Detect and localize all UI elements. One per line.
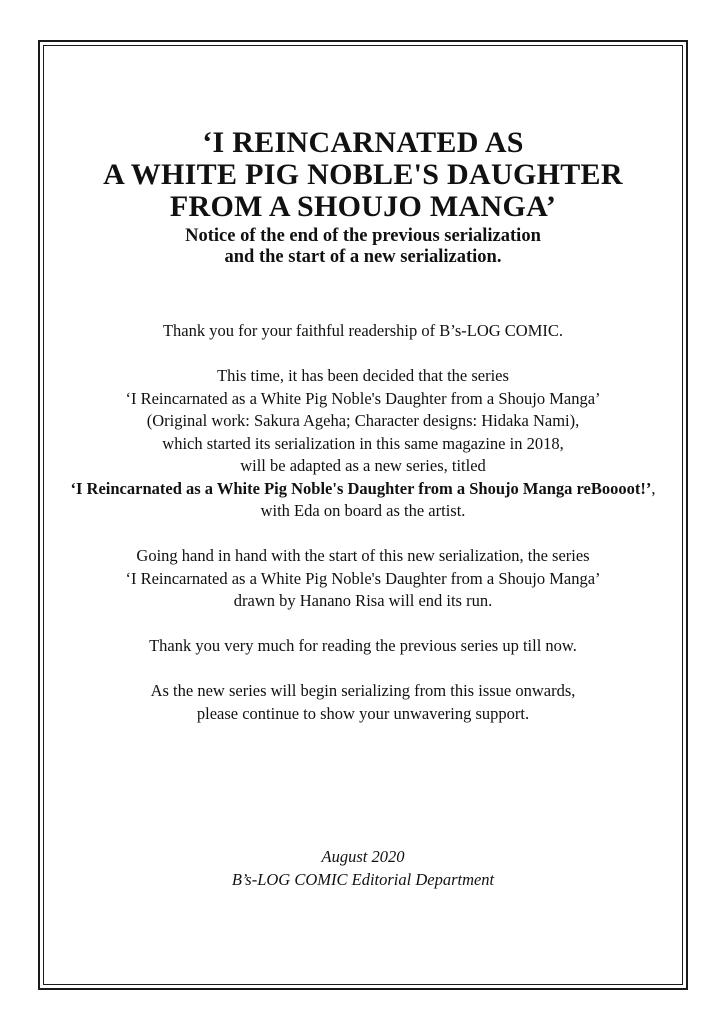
paragraph-line: Thank you for your faithful readership of B’s-LOG COMIC. <box>162 321 564 340</box>
new-series-title-comma: , <box>651 478 656 498</box>
paragraph-line: Thank you very much for reading the previous series up till now. <box>149 636 577 655</box>
paragraph-line: which started its serialization in this same magazine in 2018, <box>162 433 564 453</box>
signoff-date: August 2020 <box>321 847 405 866</box>
paragraph-thanks <box>43 320 683 343</box>
paragraph-line: As the new series will begin serializing from this issue onwards, <box>150 681 576 700</box>
notice-body <box>43 320 683 725</box>
notice-subtitle <box>43 226 683 268</box>
signoff <box>43 845 683 891</box>
paragraph-line: ‘I Reincarnated as a White Pig Noble's Daughter from a Shoujo Manga’ <box>125 568 601 588</box>
signoff-department: B’s-LOG COMIC Editorial Department <box>231 870 495 889</box>
title-line-2: A WHITE PIG NOBLE'S DAUGHTER <box>103 158 623 191</box>
paragraph-line: drawn by Hanano Risa will end its run. <box>233 591 493 610</box>
paragraph-line: will be adapted as a new series, titled <box>240 456 486 475</box>
title-line-3: FROM A SHOUJO MANGA’ <box>169 190 557 223</box>
paragraph-line: Going hand in hand with the start of this new serialization, the series <box>136 546 590 565</box>
new-series-title-line <box>43 478 683 501</box>
paragraph-line: ‘I Reincarnated as a White Pig Noble's Daughter from a Shoujo Manga’ <box>125 388 601 408</box>
paragraph-ending <box>43 545 683 613</box>
paragraph-line: please continue to show your unwavering support. <box>196 703 530 723</box>
paragraph-line: (Original work: Sakura Ageha; Character designs: Hidaka Nami), <box>146 411 580 430</box>
new-series-title: ‘I Reincarnated as a White Pig Noble's Daughter from a Shoujo Manga reBoooot!’ <box>70 478 652 498</box>
title-line-1: ‘I REINCARNATED AS <box>202 126 524 159</box>
notice-title <box>43 127 683 223</box>
subtitle-line-2: and the start of a new serialization. <box>224 247 502 267</box>
paragraph-line: This time, it has been decided that the series <box>217 366 509 385</box>
paragraph-gratitude <box>43 635 683 658</box>
paragraph-support <box>43 680 683 725</box>
paragraph-line: with Eda on board as the artist. <box>260 501 466 520</box>
subtitle-line-1: Notice of the end of the previous serialization <box>185 226 541 246</box>
paragraph-announcement <box>43 365 683 523</box>
notice-content <box>43 45 683 748</box>
